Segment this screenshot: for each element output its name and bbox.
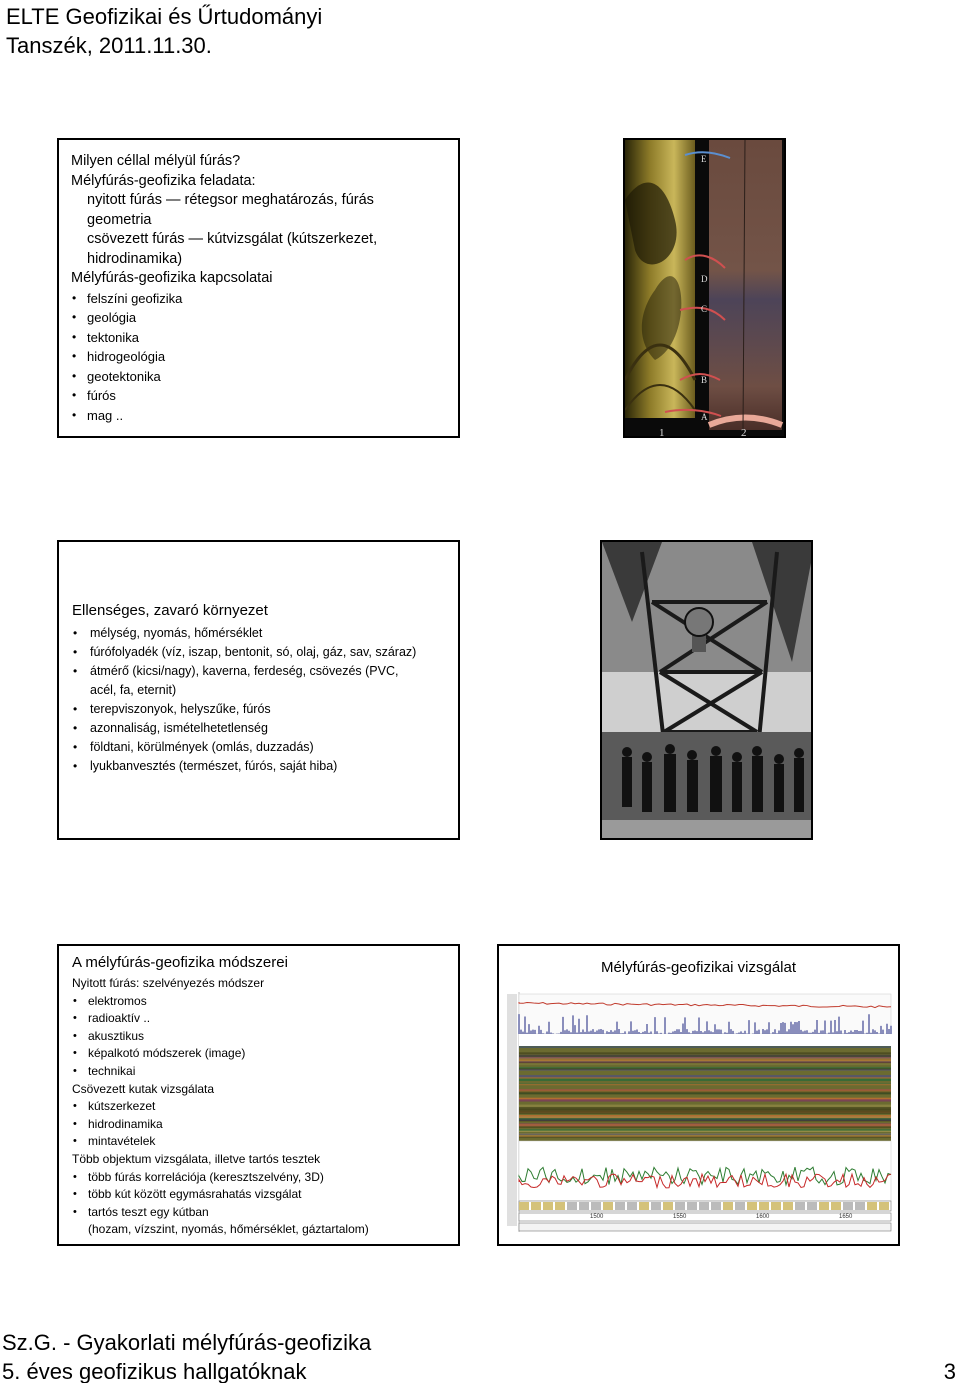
bullet-continuation: (hozam, vízszint, nyomás, hőmérséklet, gáztartalom) (88, 1222, 369, 1237)
bullet-item: • radioaktív .. (72, 1010, 457, 1028)
lithology-block (819, 1202, 829, 1210)
slide1-indented: geometria (87, 211, 152, 228)
bullet-item: • akusztikus (72, 1028, 457, 1046)
lithology-block (519, 1202, 529, 1210)
bullet-item: • terepviszonyok, helyszűke, fúrós (72, 700, 457, 719)
lithology-block (639, 1202, 649, 1210)
bullet-item: • geológia (71, 308, 451, 328)
bullet-item: • fúrós (71, 386, 451, 406)
bullet-item: • technikai (72, 1063, 457, 1081)
lithology-block (855, 1202, 865, 1210)
lithology-block (711, 1202, 721, 1210)
image-stripe (519, 1124, 891, 1127)
image-stripe (519, 1057, 891, 1058)
lithology-block (555, 1202, 565, 1210)
footer-line-1: Sz.G. - Gyakorlati mélyfúrás-geofizika (2, 1330, 372, 1355)
lithology-block (795, 1202, 805, 1210)
bullet-item: • hidrodinamika (72, 1116, 457, 1134)
image-stripe (519, 1058, 891, 1061)
lithology-block (543, 1202, 553, 1210)
page-number: 3 (943, 1359, 956, 1383)
image-stripe (519, 1098, 891, 1100)
image-stripe (519, 1046, 891, 1047)
slide-1 (57, 138, 460, 438)
image-stripe (519, 1075, 891, 1078)
bullet-item: • mintavételek (72, 1133, 457, 1151)
image-stripe (519, 1126, 891, 1127)
bullet-item: • azonnaliság, ismételhetetlenség (72, 719, 457, 738)
bullet-item: • elektromos (72, 993, 457, 1011)
bullet-item: • átmérő (kicsi/nagy), kaverna, ferdeség, csövezés (PVC, (72, 662, 457, 681)
bullet-item: • képalkotó módszerek (image) (72, 1045, 457, 1063)
bullet-item: • tektonika (71, 328, 451, 348)
image-stripe (519, 1068, 891, 1069)
image-stripe (519, 1131, 891, 1132)
image-stripe (519, 1135, 891, 1136)
lithology-block (615, 1202, 625, 1210)
bullet-item: • lyukbanvesztés (természet, fúrós, saját hiba) (72, 757, 457, 776)
lithology-block (735, 1202, 745, 1210)
slide1-indented: nyitott fúrás — rétegsor meghatározás, fúrás (87, 192, 374, 208)
bullet-item: • mag .. (71, 406, 451, 426)
slide1-indented: csövezett fúrás — kútvizsgálat (kútszerkezet, (87, 231, 378, 247)
lithology-block (663, 1202, 673, 1210)
lithology-block (843, 1202, 853, 1210)
lithology-block (531, 1202, 541, 1210)
lithology-block (807, 1202, 817, 1210)
lithology-block (567, 1202, 577, 1210)
lithology-block (723, 1202, 733, 1210)
borehole-image-graphic (625, 140, 786, 438)
lithology-block (879, 1202, 889, 1210)
label-d: D (701, 274, 708, 284)
slide3-title: A mélyfúrás-geofizika módszerei (72, 954, 288, 971)
depth-tick-1550: 1550 (673, 1214, 687, 1220)
slide1-line: Mélyfúrás-geofizika feladata: (71, 172, 256, 189)
label-c: C (701, 304, 708, 314)
depth-tick-1500: 1500 (590, 1214, 604, 1220)
slide-3 (57, 944, 460, 1246)
label-a: A (701, 412, 708, 422)
bullet-item: • felszíni geofizika (71, 289, 451, 309)
lithology-block (591, 1202, 601, 1210)
lithology-block (771, 1202, 781, 1210)
lithology-track (519, 1202, 889, 1210)
footer-line-2: 5. éves geofizikus hallgatóknak (2, 1359, 307, 1383)
label-e: E (701, 154, 707, 164)
section-heading: Nyitott fúrás: szelvényezés módszer (72, 976, 265, 990)
image-stripe (519, 1055, 891, 1057)
lithology-block (831, 1202, 841, 1210)
lithology-block (651, 1202, 661, 1210)
image-stripe (519, 1062, 891, 1063)
image-stripe (519, 1089, 891, 1091)
image-stripe (519, 1099, 891, 1101)
image-stripe (519, 1105, 891, 1107)
well-log-graphic (505, 992, 895, 1242)
image-stripe (519, 1120, 891, 1121)
bullet-item: • kútszerkezet (72, 1098, 457, 1116)
page-footer (2, 1328, 958, 1383)
lithology-block (603, 1202, 613, 1210)
image-stripe (519, 1052, 891, 1054)
depth-tick-1600: 1600 (756, 1214, 770, 1220)
borehole-image (623, 138, 786, 438)
slide-4 (497, 944, 900, 1246)
lithology-block (783, 1202, 793, 1210)
bullet-item: • tartós teszt egy kútban (72, 1204, 457, 1222)
slide1-indented: hidrodinamika) (87, 250, 183, 267)
lithology-block (579, 1202, 589, 1210)
image-number-2: 2 (741, 427, 747, 438)
image-stripe (519, 1111, 891, 1114)
image-stripe (519, 1079, 891, 1081)
engraving-graphic (602, 542, 813, 840)
bullet-item: • több fúrás korrelációja (keresztszelvény, 3D) (72, 1169, 457, 1187)
header-line-2: Tanszék, 2011.11.30. (6, 33, 212, 58)
label-b: B (701, 375, 708, 385)
slide1-subtitle: Mélyfúrás-geofizika kapcsolatai (71, 270, 273, 286)
page-header (6, 2, 322, 60)
bullet-item: • fúrófolyadék (víz, iszap, bentonit, só, olaj, gáz, sav, száraz) (72, 643, 457, 662)
lithology-block (867, 1202, 877, 1210)
lithology-block (687, 1202, 697, 1210)
slide4-title: Mélyfúrás-geofizikai vizsgálat (600, 959, 797, 976)
bullet-item: • földtani, körülmények (omlás, duzzadás) (72, 738, 457, 757)
slide1-line: Milyen céllal mélyül fúrás? (71, 153, 241, 169)
image-number-1: 1 (659, 427, 665, 438)
drilling-rig-engraving (600, 540, 813, 840)
bullet-item: • több kút között egymásrahatás vizsgálat (72, 1186, 457, 1204)
lithology-block (747, 1202, 757, 1210)
lithology-block (699, 1202, 709, 1210)
image-stripe (519, 1077, 891, 1078)
image-stripe (519, 1116, 891, 1118)
section-heading: Csövezett kutak vizsgálata (72, 1081, 215, 1096)
bullet-item: • mélység, nyomás, hőmérséklet (72, 624, 457, 643)
image-stripe (519, 1083, 891, 1085)
image-stripe (519, 1133, 891, 1134)
bullet-item: • hidrogeológia (71, 347, 451, 367)
bullet-continuation: acél, fa, eternit) (90, 683, 177, 697)
lithology-block (675, 1202, 685, 1210)
slide2-title: Ellenséges, zavaró környezet (72, 602, 268, 619)
image-stripe (519, 1092, 891, 1094)
lithology-block (627, 1202, 637, 1210)
section-heading: Több objektum vizsgálata, illetve tartós tesztek (72, 1151, 321, 1166)
depth-tick-1650: 1650 (839, 1214, 853, 1220)
slide-2 (57, 540, 460, 840)
bullet-item: • geotektonika (71, 367, 451, 387)
header-line-1: ELTE Geofizikai és Űrtudományi (6, 4, 323, 29)
image-track-texture (519, 1046, 891, 1138)
image-stripe (519, 1136, 891, 1138)
lithology-block (759, 1202, 769, 1210)
